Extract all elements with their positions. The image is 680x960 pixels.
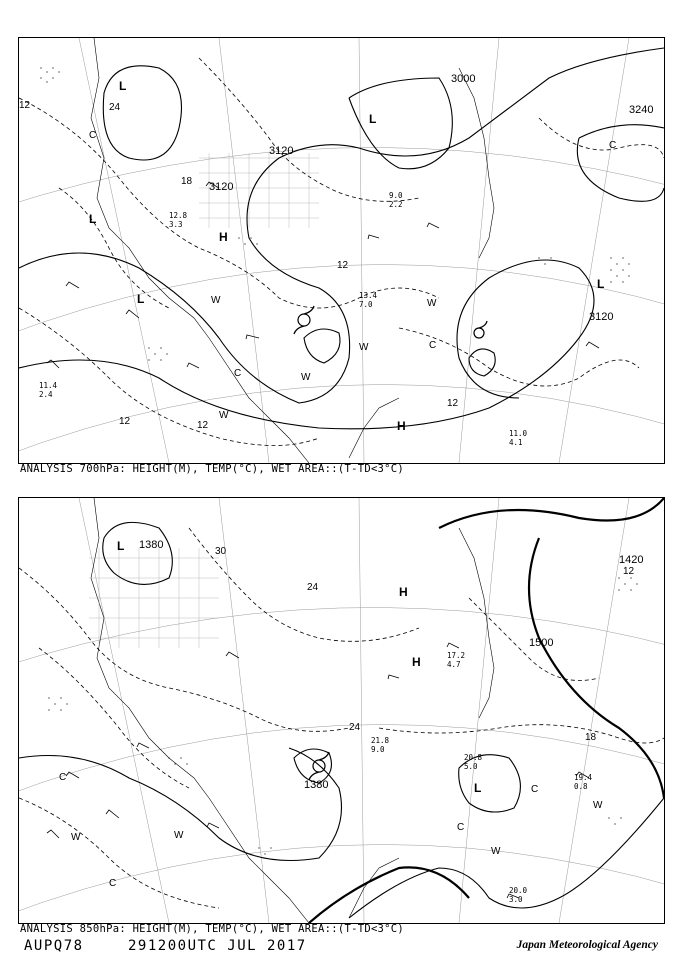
pressure-centers	[89, 79, 604, 433]
cold-mark: C	[457, 822, 465, 833]
cold-mark: C	[531, 784, 539, 795]
station-dewpoint: 5.0	[464, 762, 478, 771]
station-temp: 11.0	[509, 429, 528, 438]
warm-mark: W	[593, 800, 603, 811]
temp-label: 12	[119, 416, 131, 427]
contour-label: 1380	[304, 779, 329, 791]
typhoon-symbol	[309, 752, 329, 780]
station-temp: 20.0	[509, 886, 528, 895]
contour-label: 3120	[209, 181, 234, 193]
station-dewpoint: 4.7	[447, 660, 461, 669]
isotherms	[19, 58, 664, 446]
station-dewpoint: 2.2	[389, 200, 403, 209]
temp-label: 30	[215, 546, 227, 557]
typhoon-symbol	[294, 306, 487, 338]
wet-area-grid	[89, 548, 219, 648]
low-center: L	[474, 781, 482, 795]
station-temp: 11.4	[39, 381, 58, 390]
station-dewpoint: 2.4	[39, 390, 53, 399]
high-center: H	[219, 230, 228, 244]
station-dewpoint: 3.0	[509, 895, 523, 904]
warm-mark: W	[491, 846, 501, 857]
station-dewpoint: 7.0	[359, 300, 373, 309]
contour-label: 1420	[619, 554, 644, 566]
cold-mark: C	[429, 340, 437, 351]
high-center: H	[399, 585, 408, 599]
low-center: L	[369, 112, 377, 126]
station-temp: 20.8	[464, 753, 483, 762]
contour-label: 3000	[451, 73, 476, 85]
map-850hpa-svg	[19, 498, 664, 923]
cold-mark: C	[234, 368, 242, 379]
station-dewpoint: 4.1	[509, 438, 523, 447]
cold-mark: C	[609, 140, 617, 151]
region-marks	[89, 130, 616, 421]
contour-label: 1380	[139, 539, 164, 551]
contour-label: 3120	[269, 145, 294, 157]
wet-area-stipple	[40, 67, 629, 360]
low-center: L	[597, 277, 605, 291]
height-contours	[19, 522, 664, 918]
station-temp: 13.4	[359, 291, 378, 300]
chart-footer	[24, 938, 660, 958]
coastline	[91, 38, 494, 463]
station-temp: 19.4	[574, 773, 593, 782]
low-center: L	[137, 292, 145, 306]
map-700hpa-svg	[19, 38, 664, 463]
height-contour-bold	[309, 498, 664, 923]
wind-barbs	[47, 643, 589, 898]
contour-labels	[209, 73, 653, 323]
temperature-labels	[215, 546, 635, 743]
isotherms	[19, 528, 664, 908]
coastline	[91, 498, 494, 923]
warm-mark: W	[427, 298, 437, 309]
warm-mark: W	[219, 410, 229, 421]
low-center: L	[89, 212, 97, 226]
pressure-centers	[117, 539, 481, 795]
temp-label: 24	[307, 582, 319, 593]
temp-label: 18	[585, 732, 597, 743]
map-panel-850hpa	[18, 497, 665, 924]
caption-850hpa: ANALYSIS 850hPa: HEIGHT(M), TEMP(°C), WET AREA::(T-TD<3°C)	[20, 923, 405, 935]
agency-name: Japan Meteorological Agency	[516, 939, 658, 951]
chart-id: AUPQ78	[24, 938, 84, 954]
station-dewpoint: 0.8	[574, 782, 588, 791]
low-center: L	[117, 539, 125, 553]
station-dewpoint: 9.0	[371, 745, 385, 754]
cold-mark: C	[59, 772, 67, 783]
temperature-labels	[19, 100, 459, 431]
station-temp: 9.0	[389, 191, 403, 200]
warm-mark: W	[211, 295, 221, 306]
caption-700hpa: ANALYSIS 700hPa: HEIGHT(M), TEMP(°C), WET AREA::(T-TD<3°C)	[20, 463, 405, 475]
warm-mark: W	[174, 830, 184, 841]
temp-label: 12	[447, 398, 459, 409]
station-temp: 17.2	[447, 651, 466, 660]
wet-area-stipple	[48, 577, 637, 854]
cold-mark: C	[109, 878, 117, 889]
graticule	[19, 498, 664, 923]
contour-label: 3120	[589, 311, 614, 323]
temp-label: 12	[337, 260, 349, 271]
station-temp: 21.8	[371, 736, 390, 745]
temp-label: 24	[109, 102, 121, 113]
high-center: H	[397, 419, 406, 433]
station-values	[371, 651, 593, 904]
cold-mark: C	[89, 130, 97, 141]
temp-label: 12	[197, 420, 209, 431]
valid-time: 291200UTC JUL 2017	[128, 938, 307, 954]
contour-label: 1500	[529, 637, 554, 649]
temp-label: 24	[349, 722, 361, 733]
temp-label: 12	[19, 100, 31, 111]
map-panel-700hpa	[18, 37, 665, 464]
low-center: L	[119, 79, 127, 93]
station-dewpoint: 3.3	[169, 220, 183, 229]
contour-label: 3240	[629, 104, 654, 116]
station-temp: 12.8	[169, 211, 188, 220]
contour-labels	[139, 539, 643, 791]
temp-label: 12	[623, 566, 635, 577]
warm-mark: W	[71, 832, 81, 843]
warm-mark: W	[301, 372, 311, 383]
warm-mark: W	[359, 342, 369, 353]
high-center: H	[412, 655, 421, 669]
temp-label: 18	[181, 176, 193, 187]
